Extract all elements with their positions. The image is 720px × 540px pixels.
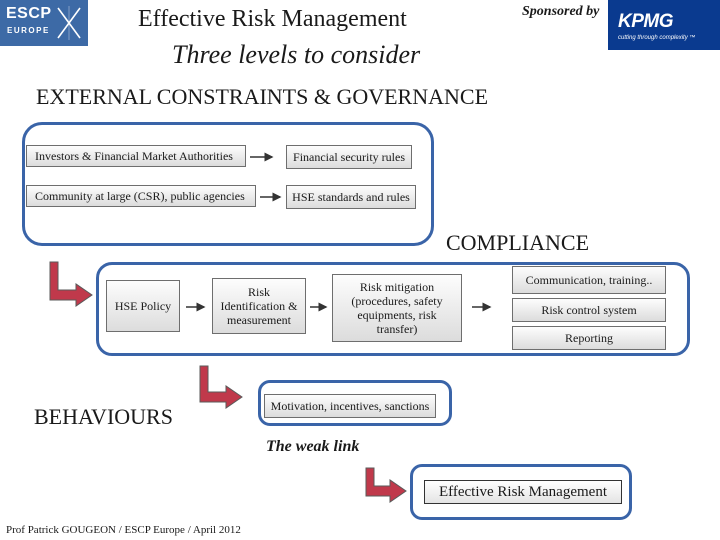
escp-logo-name: ESCP xyxy=(6,5,52,22)
page-title: Effective Risk Management xyxy=(138,6,407,32)
risk-identification-box: Risk Identification & measurement xyxy=(212,278,306,334)
community-box: Community at large (CSR), public agencies xyxy=(26,185,256,207)
investors-box: Investors & Financial Market Authorities xyxy=(26,145,246,167)
section-external-heading: EXTERNAL CONSTRAINTS & GOVERNANCE xyxy=(36,84,489,109)
l-arrow-icon xyxy=(50,262,92,306)
hse-rules-box: HSE standards and rules xyxy=(286,185,416,209)
escp-logo-sub: EUROPE xyxy=(7,26,50,35)
kpmg-tagline: cutting through complexity ™ xyxy=(618,35,696,41)
hse-policy-box: HSE Policy xyxy=(106,280,180,332)
risk-mitigation-box: Risk mitigation (procedures, safety equipments, risk transfer) xyxy=(332,274,462,342)
reporting-box: Reporting xyxy=(512,326,666,350)
risk-control-system-box: Risk control system xyxy=(512,298,666,322)
l-arrow-icon xyxy=(200,366,242,408)
financial-rules-box: Financial security rules xyxy=(286,145,412,169)
communication-box: Communication, training.. xyxy=(512,266,666,294)
footer-credit: Prof Patrick GOUGEON / ESCP Europe / April 2012 xyxy=(6,524,241,536)
effective-risk-management-box: Effective Risk Management xyxy=(424,480,622,504)
sponsored-label: Sponsored by xyxy=(522,4,600,19)
section-behaviours-heading: BEHAVIOURS xyxy=(34,404,173,429)
kpmg-logo-name: KPMG xyxy=(618,11,673,32)
section-compliance-heading: COMPLIANCE xyxy=(446,230,590,255)
page-subtitle: Three levels to consider xyxy=(172,40,421,69)
weak-link-label: The weak link xyxy=(266,438,360,455)
l-arrow-icon xyxy=(366,468,406,502)
motivation-box: Motivation, incentives, sanctions xyxy=(264,394,436,418)
